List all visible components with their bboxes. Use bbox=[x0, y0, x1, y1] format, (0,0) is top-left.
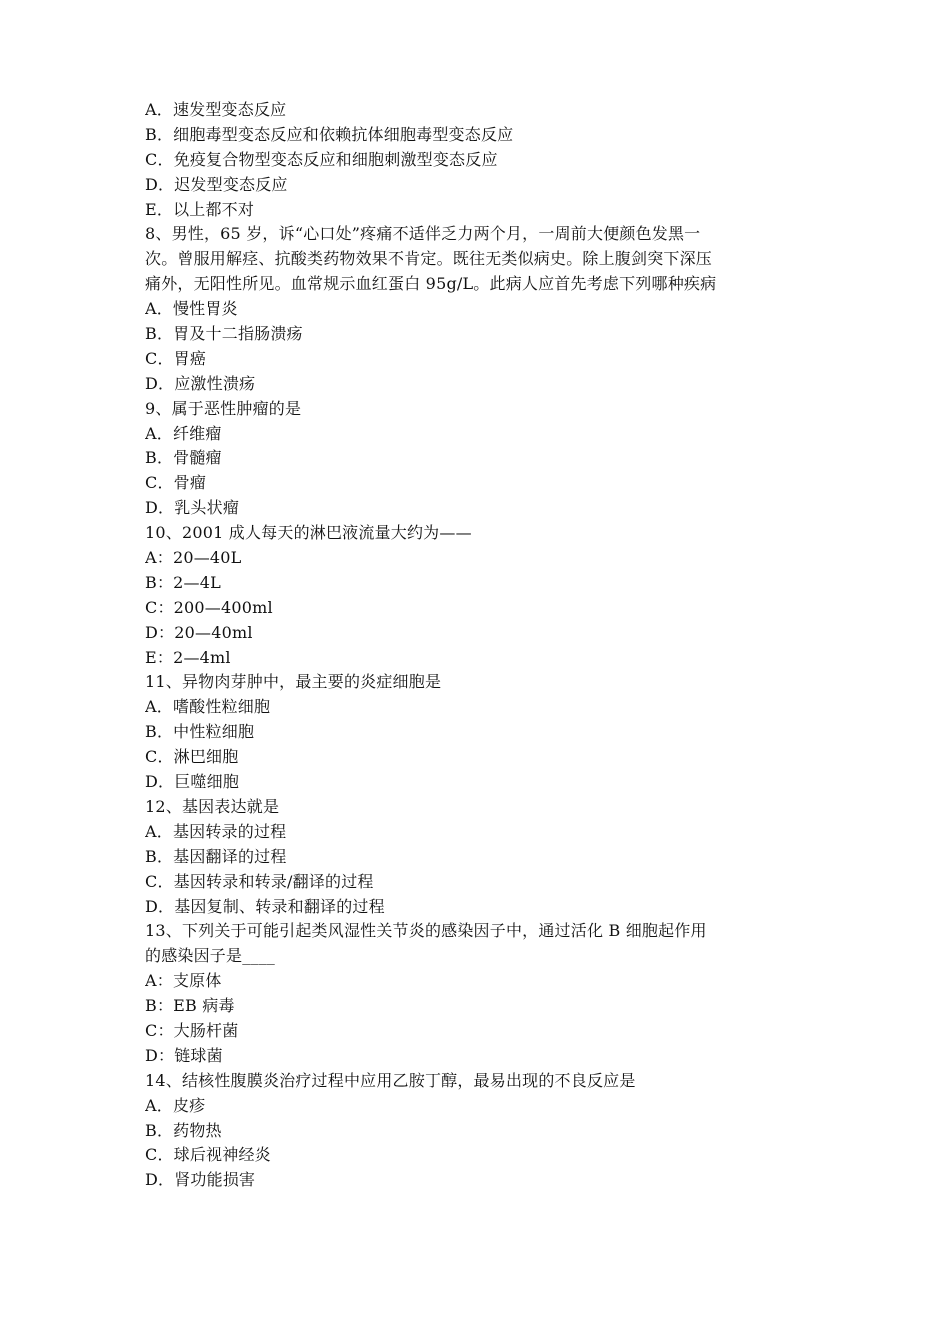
answer-option: C．骨瘤 bbox=[145, 473, 207, 493]
question-text-line: 8、男性，65 岁，诉“心口处”疼痛不适伴乏力两个月，一周前大便颜色发黑一 bbox=[145, 224, 701, 244]
answer-option: A．嗜酸性粒细胞 bbox=[145, 697, 271, 717]
answer-option: B．细胞毒型变态反应和依赖抗体细胞毒型变态反应 bbox=[145, 124, 514, 144]
question-text-line: 9、属于恶性肿瘤的是 bbox=[145, 398, 302, 418]
answer-option: B．基因翻译的过程 bbox=[145, 846, 287, 866]
answer-option: A：20—40L bbox=[145, 548, 242, 568]
question-text-line: 痛外，无阳性所见。血常规示血红蛋白 95g/L。此病人应首先考虑下列哪种疾病 bbox=[145, 274, 717, 294]
answer-option: B．中性粒细胞 bbox=[145, 722, 255, 742]
answer-option: A．基因转录的过程 bbox=[145, 821, 287, 841]
answer-option: E．以上都不对 bbox=[145, 199, 255, 219]
answer-option: D：链球菌 bbox=[145, 1045, 223, 1065]
answer-option: A．纤维瘤 bbox=[145, 423, 222, 443]
answer-option: D：20—40ml bbox=[145, 622, 253, 642]
answer-option: A．速发型变态反应 bbox=[145, 100, 287, 119]
answer-option: B：EB 病毒 bbox=[145, 996, 235, 1016]
answer-option: C．胃癌 bbox=[145, 348, 207, 368]
question-text-line: 11、异物肉芽肿中，最主要的炎症细胞是 bbox=[145, 672, 442, 692]
answer-option: D．巨噬细胞 bbox=[145, 772, 240, 792]
answer-option: B．胃及十二指肠溃疡 bbox=[145, 324, 303, 344]
answer-option: D．迟发型变态反应 bbox=[145, 174, 288, 194]
answer-option: A．皮疹 bbox=[145, 1095, 206, 1115]
question-text-line: 12、基因表达就是 bbox=[145, 796, 280, 816]
answer-option: A：支原体 bbox=[145, 971, 222, 991]
question-text-line: 的感染因子是____ bbox=[145, 946, 276, 966]
answer-option: C．球后视神经炎 bbox=[145, 1145, 271, 1165]
question-text-line: 14、结核性腹膜炎治疗过程中应用乙胺丁醇，最易出现的不良反应是 bbox=[145, 1070, 636, 1090]
answer-option: D．肾功能损害 bbox=[145, 1170, 256, 1190]
answer-option: D．乳头状瘤 bbox=[145, 498, 240, 518]
answer-option: D．应激性溃疡 bbox=[145, 373, 256, 393]
answer-option: D．基因复制、转录和翻译的过程 bbox=[145, 896, 385, 916]
question-text-line: 13、下列关于可能引起类风湿性关节炎的感染因子中，通过活化 B 细胞起作用 bbox=[145, 921, 707, 941]
answer-option: C．免疫复合物型变态反应和细胞刺激型变态反应 bbox=[145, 149, 498, 169]
answer-option: B．骨髓瘤 bbox=[145, 448, 222, 468]
answer-option: E：2—4ml bbox=[145, 647, 231, 667]
answer-option: C：大肠杆菌 bbox=[145, 1020, 239, 1040]
answer-option: C：200—400ml bbox=[145, 597, 273, 617]
answer-option: B：2—4L bbox=[145, 572, 221, 592]
answer-option: B．药物热 bbox=[145, 1120, 222, 1140]
answer-option: C．淋巴细胞 bbox=[145, 747, 239, 767]
document-page bbox=[145, 98, 810, 1193]
answer-option: C．基因转录和转录/翻译的过程 bbox=[145, 871, 374, 891]
question-text-line: 次。曾服用解痉、抗酸类药物效果不肯定。既往无类似病史。除上腹剑突下深压 bbox=[145, 249, 713, 269]
question-text-line: 10、2001 成人每天的淋巴液流量大约为—— bbox=[145, 523, 472, 543]
answer-option: A．慢性胃炎 bbox=[145, 299, 238, 319]
